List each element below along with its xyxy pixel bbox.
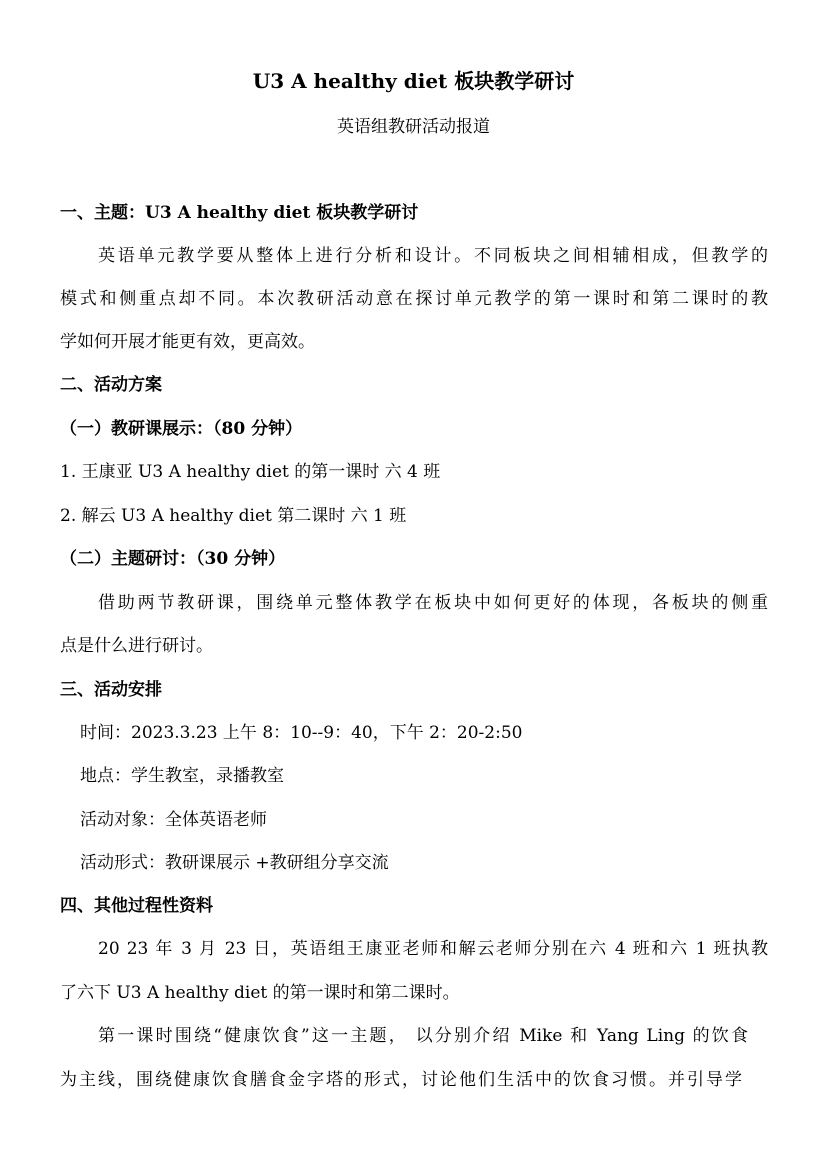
section-1-paragraph-line: 学如何开展才能更有效，更高效。 bbox=[60, 332, 315, 352]
section-4-paragraph-line: 为主线，围绕健康饮食膳食金字塔的形式，讨论他们生活中的饮食习惯。并引导学 bbox=[60, 1070, 742, 1090]
section-2-paragraph-line: 借助两节教研课，围绕单元整体教学在板块中如何更好的体现，各板块的侧重 bbox=[98, 593, 768, 613]
section-4-paragraph-line: 第一课时围绕“健康饮食”这一主题， 以分别介绍 Mike 和 Yang Ling 的饮食 bbox=[98, 1026, 748, 1046]
section-2-heading: 二、活动方案 bbox=[60, 375, 162, 395]
section-4-paragraph-line: 了六下 U3 A healthy diet 的第一课时和第二课时。 bbox=[60, 983, 460, 1003]
section-2-paragraph-line: 点是什么进行研讨。 bbox=[60, 636, 213, 656]
section-2-subheading-1: （一）教研课展示：（80 分钟） bbox=[60, 419, 303, 439]
lesson-item: 1. 王康亚 U3 A healthy diet 的第一课时 六 4 班 bbox=[60, 462, 441, 482]
section-2-subheading-2: （二）主题研讨：（30 分钟） bbox=[60, 549, 286, 569]
lesson-item: 2. 解云 U3 A healthy diet 第二课时 六 1 班 bbox=[60, 506, 407, 526]
document-subtitle: 英语组教研活动报道 bbox=[337, 117, 490, 137]
schedule-time: 时间：2023.3.23 上午 8：10--9：40，下午 2：20-2:50 bbox=[80, 723, 523, 743]
schedule-location: 地点：学生教室，录播教室 bbox=[80, 766, 284, 786]
section-1-paragraph-line: 英语单元教学要从整体上进行分析和设计。不同板块之间相辅相成，但教学的 bbox=[98, 246, 768, 266]
schedule-format: 活动形式：教研课展示 +教研组分享交流 bbox=[80, 853, 389, 873]
section-1-heading: 一、主题：U3 A healthy diet 板块教学研讨 bbox=[60, 203, 419, 223]
section-4-paragraph-line: 20 23 年 3 月 23 日，英语组王康亚老师和解云老师分别在六 4 班和六 1 班执教 bbox=[98, 939, 768, 959]
section-3-heading: 三、活动安排 bbox=[60, 680, 162, 700]
document-title: U3 A healthy diet 板块教学研讨 bbox=[252, 69, 575, 93]
section-4-heading: 四、其他过程性资料 bbox=[60, 896, 213, 916]
section-1-paragraph-line: 模式和侧重点却不同。本次教研活动意在探讨单元教学的第一课时和第二课时的教 bbox=[60, 289, 768, 309]
schedule-participants: 活动对象：全体英语老师 bbox=[80, 810, 267, 830]
